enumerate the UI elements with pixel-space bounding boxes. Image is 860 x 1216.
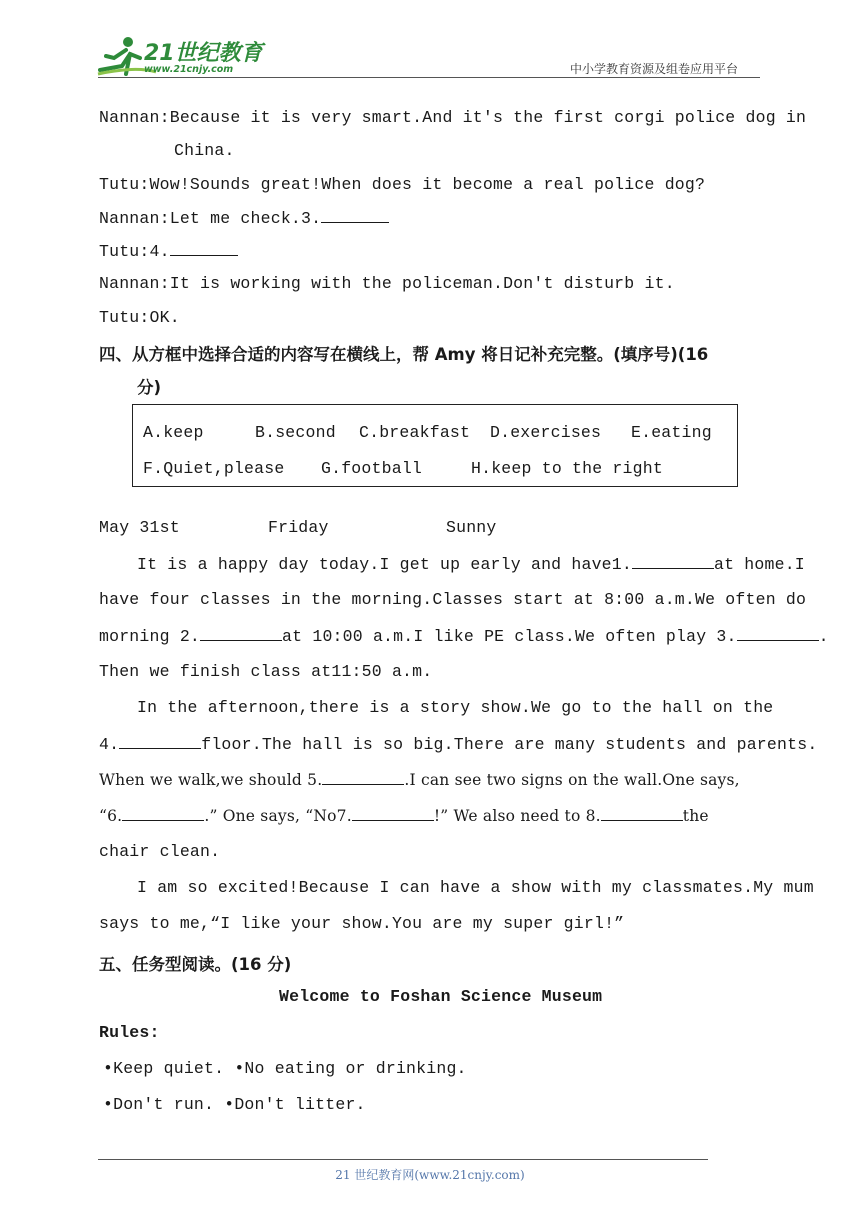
section-5-heading: 五、任务型阅读。(16 分)	[99, 955, 292, 974]
diary-text: the	[682, 807, 709, 825]
site-logo	[96, 36, 263, 78]
option-e: E.eating	[631, 423, 712, 442]
diary-text: .I can see two signs on the wall.One says,	[404, 771, 740, 789]
footer-divider	[98, 1159, 708, 1160]
answer-blank-4[interactable]	[170, 241, 238, 256]
diary-line: Then we finish class at11:50 a.m.	[99, 662, 433, 681]
diary-line	[99, 626, 829, 646]
diary-line	[137, 554, 805, 574]
diary-text: “6.	[99, 807, 123, 825]
diary-line: I am so excited!Because I can have a show with my classmates.My mum	[137, 878, 814, 897]
museum-title: Welcome to Foshan Science Museum	[279, 987, 603, 1006]
answer-blank-3b[interactable]	[737, 626, 819, 641]
dialogue-text: Tutu:4.	[99, 242, 170, 261]
option-h: H.keep to the right	[471, 459, 663, 478]
dialogue-text: Nannan:Let me check.3.	[99, 209, 322, 228]
answer-blank-4b[interactable]	[119, 734, 201, 749]
dialogue-line: China.	[174, 141, 235, 160]
footer-text: 21 世纪教育网(www.21cnjy.com)	[335, 1168, 525, 1182]
answer-blank-8[interactable]	[601, 806, 683, 821]
answer-blank-3[interactable]	[321, 208, 389, 223]
dialogue-line	[99, 208, 389, 228]
diary-text: floor.The hall is so big.There are many students and parents.	[201, 735, 818, 754]
diary-line: have four classes in the morning.Classes start at 8:00 a.m.We often do	[99, 590, 807, 609]
logo-url: www.21cnjy.com	[144, 64, 234, 75]
diary-text: .” One says, “No7.	[204, 807, 352, 825]
diary-text: 4.	[99, 735, 120, 754]
option-c: C.breakfast	[359, 423, 471, 442]
answer-blank-2[interactable]	[200, 626, 282, 641]
diary-weather: Sunny	[446, 518, 497, 537]
diary-text: !” We also need to 8.	[433, 807, 601, 825]
option-b: B.second	[255, 423, 336, 442]
diary-line	[99, 734, 817, 754]
answer-blank-7[interactable]	[352, 806, 434, 821]
dialogue-line: Nannan:Because it is very smart.And it's the first corgi police dog in	[99, 108, 807, 127]
option-d: D.exercises	[490, 423, 602, 442]
platform-label: 中小学教育资源及组卷应用平台	[570, 62, 739, 76]
options-box	[132, 404, 738, 487]
section-4-heading: 四、从方框中选择合适的内容写在横线上，帮 Amy 将日记补充完整。(填序号)(16	[99, 345, 709, 364]
rules-line: •Keep quiet. •No eating or drinking.	[103, 1059, 467, 1078]
answer-blank-1[interactable]	[632, 554, 714, 569]
diary-text: morning 2.	[99, 627, 201, 646]
diary-line: In the afternoon,there is a story show.We go to the hall on the	[137, 698, 774, 717]
dialogue-line	[99, 241, 238, 261]
answer-blank-6[interactable]	[122, 806, 204, 821]
dialogue-line: Tutu:Wow!Sounds great!When does it become a real police dog?	[99, 175, 706, 194]
diary-line	[99, 806, 709, 825]
option-a: A.keep	[143, 423, 204, 442]
diary-line: says to me,“I like your show.You are my super girl!”	[99, 914, 625, 933]
diary-text: When we walk,we should 5.	[99, 771, 323, 789]
answer-blank-5[interactable]	[322, 770, 404, 785]
header-divider	[98, 77, 760, 78]
section-4-heading-cont: 分)	[137, 378, 162, 397]
rules-line: •Don't run. •Don't litter.	[103, 1095, 366, 1114]
diary-text: It is a happy day today.I get up early and have1.	[137, 555, 632, 574]
dialogue-line: Tutu:OK.	[99, 308, 180, 327]
option-g: G.football	[321, 459, 423, 478]
diary-line	[99, 770, 740, 789]
rules-label: Rules:	[99, 1023, 160, 1042]
logo-text: 21世纪教育	[144, 41, 263, 66]
option-f: F.Quiet,please	[143, 459, 285, 478]
diary-date: May 31st	[99, 518, 180, 537]
diary-text: .	[818, 627, 829, 646]
diary-text: at home.I	[713, 555, 805, 574]
diary-day: Friday	[268, 518, 329, 537]
diary-line: chair clean.	[99, 842, 221, 861]
dialogue-line: Nannan:It is working with the policeman.Don't disturb it.	[99, 274, 675, 293]
diary-text: at 10:00 a.m.I like PE class.We often play 3.	[282, 627, 737, 646]
